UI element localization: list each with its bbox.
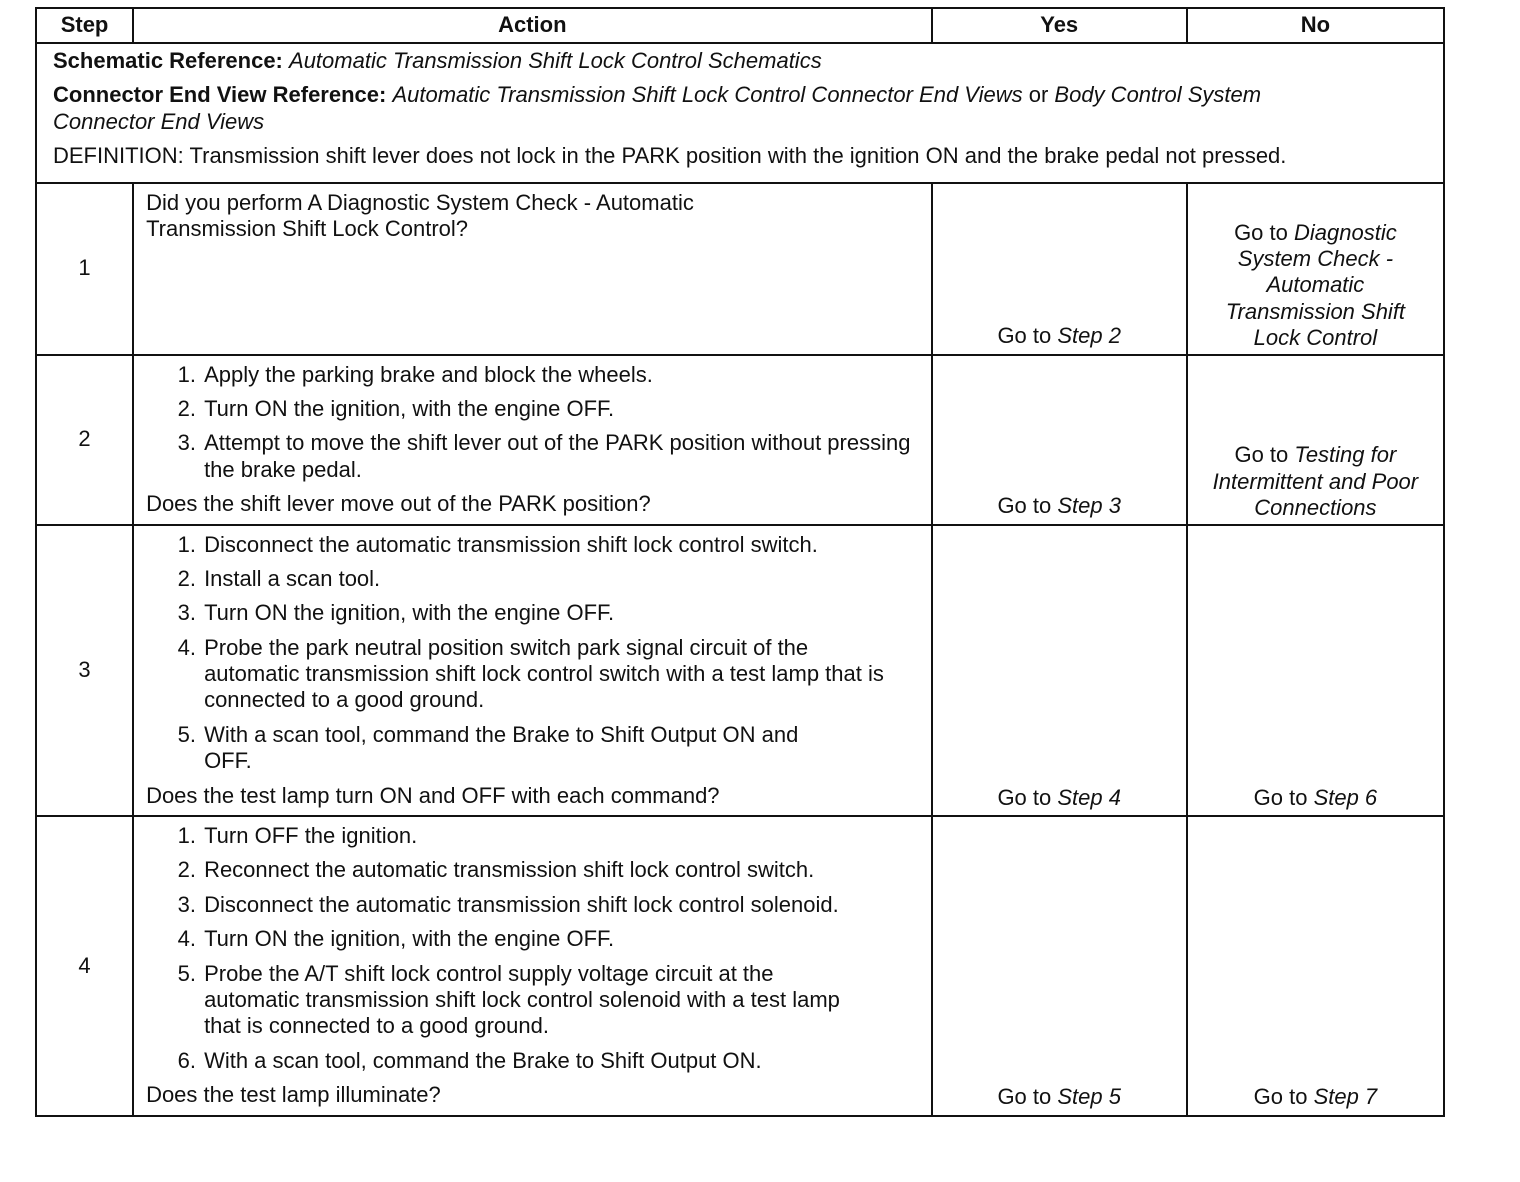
step-action [133, 183, 932, 355]
yes-cell: Go to Step 4 [932, 525, 1187, 817]
yes-link[interactable]: Step 3 [1057, 493, 1121, 519]
step-question: Does the test lamp turn ON and OFF with each command? [146, 782, 720, 808]
step-instructions [146, 362, 919, 484]
instruction-item: 5. Probe the A/T shift lock control supply voltage circuit at the automatic transmission shift lock control solenoid with a test lamp that is connected to a good ground. [202, 961, 864, 1040]
no-link[interactable]: Step 7 [1313, 1084, 1378, 1110]
no-link[interactable]: Testing for Intermittent and Poor Connections [1212, 442, 1419, 521]
yes-link[interactable]: Step 2 [1057, 323, 1121, 349]
step-action [133, 355, 932, 525]
connector-reference-link-2[interactable]: Body Control System Connector End Views [53, 82, 1262, 134]
schematic-reference-link[interactable]: Automatic Transmission Shift Lock Control Schematics [289, 48, 822, 73]
connector-reference-link-1[interactable]: Automatic Transmission Shift Lock Control Connector End Views [392, 82, 1023, 108]
yes-cell: Go to Step 5 [932, 816, 1187, 1116]
reference-row [36, 43, 1444, 183]
instruction-item: 5. With a scan tool, command the Brake to Shift Output ON and OFF. [202, 722, 844, 775]
step-instructions [146, 823, 919, 1074]
instruction-item: 2. Install a scan tool. [202, 566, 919, 592]
step-number: 3 [36, 525, 133, 817]
no-link[interactable]: Diagnostic System Check - Automatic Transmission Shift Lock Control [1225, 219, 1406, 351]
no-cell: Go to Testing for Intermittent and Poor Connections [1187, 355, 1444, 525]
step-question: Does the test lamp illuminate? [146, 1082, 441, 1108]
instruction-item: 2. Turn ON the ignition, with the engine OFF. [202, 396, 919, 422]
header-no: No [1187, 8, 1444, 43]
yes-cell: Go to Step 3 [932, 355, 1187, 525]
step-row [36, 525, 1444, 817]
instruction-item: 3. Disconnect the automatic transmission shift lock control solenoid. [202, 892, 919, 918]
instruction-item: 3. Attempt to move the shift lever out of the PARK position without pressing the brake pedal. [202, 430, 919, 483]
no-cell: Go to Diagnostic System Check - Automatic Transmission Shift Lock Control [1187, 183, 1444, 355]
instruction-item: 6. With a scan tool, command the Brake to Shift Output ON. [202, 1048, 919, 1074]
step-instructions [146, 532, 919, 775]
step-row [36, 355, 1444, 525]
no-cell: Go to Step 6 [1187, 525, 1444, 817]
instruction-item: 1. Apply the parking brake and block the wheels. [202, 362, 919, 388]
reference-cell [36, 43, 1444, 183]
step-action [133, 816, 932, 1116]
header-row [36, 8, 1444, 43]
definition: DEFINITION: Transmission shift lever does not lock in the PARK position with the ignition ON and the brake pedal not pressed. [53, 143, 1287, 169]
step-question: Does the shift lever move out of the PARK position? [146, 491, 651, 517]
step-row [36, 183, 1444, 355]
step-number: 1 [36, 183, 133, 355]
no-link[interactable]: Step 6 [1313, 784, 1378, 810]
diagnostic-table [35, 7, 1445, 1117]
instruction-item: 2. Reconnect the automatic transmission shift lock control switch. [202, 857, 919, 883]
step-question: Did you perform A Diagnostic System Check - Automatic Transmission Shift Lock Control? [146, 189, 694, 241]
connector-reference: Connector End View Reference: Automatic Transmission Shift Lock Control Connector End Views or Body Control System Connector End Views [53, 82, 1262, 134]
no-cell: Go to Step 7 [1187, 816, 1444, 1116]
step-number: 4 [36, 816, 133, 1116]
yes-link[interactable]: Step 5 [1057, 1084, 1121, 1110]
step-number: 2 [36, 355, 133, 525]
header-action: Action [133, 8, 932, 43]
header-step: Step [36, 8, 133, 43]
step-action [133, 525, 932, 817]
schematic-reference: Schematic Reference: Automatic Transmission Shift Lock Control Schematics [53, 48, 822, 73]
instruction-item: 4. Turn ON the ignition, with the engine OFF. [202, 926, 919, 952]
header-yes: Yes [932, 8, 1187, 43]
yes-link[interactable]: Step 4 [1057, 784, 1121, 810]
instruction-item: 4. Probe the park neutral position switch park signal circuit of the automatic transmission shift lock control switch with a test lamp that is connected to a good ground. [202, 635, 904, 714]
instruction-item: 1. Turn OFF the ignition. [202, 823, 919, 849]
step-row [36, 816, 1444, 1116]
instruction-item: 3. Turn ON the ignition, with the engine OFF. [202, 600, 919, 626]
instruction-item: 1. Disconnect the automatic transmission shift lock control switch. [202, 532, 919, 558]
yes-cell: Go to Step 2 [932, 183, 1187, 355]
